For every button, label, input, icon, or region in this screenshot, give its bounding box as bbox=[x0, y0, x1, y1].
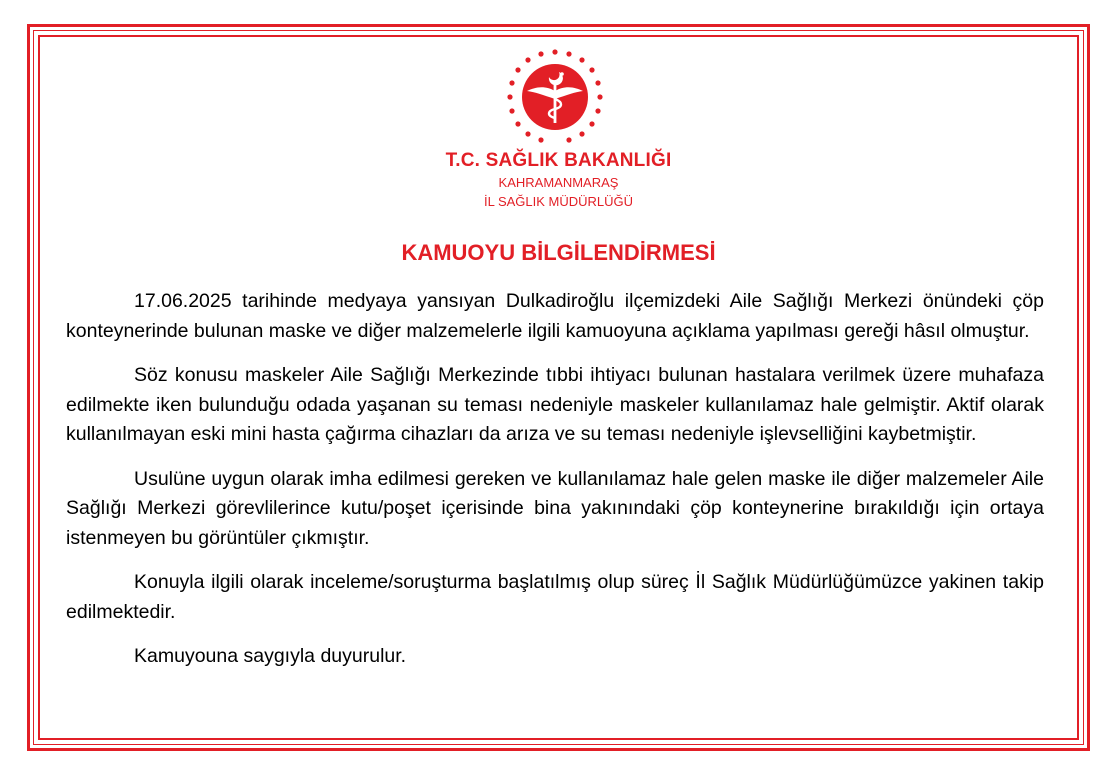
paragraph: Kamuyouna saygıyla duyurulur. bbox=[134, 645, 407, 667]
paragraph: Usulüne uygun olarak imha edilmesi gereken ve kullanılamaz hale gelen maske ile diğer malzemeler Aile Sağlığı Merkezi görevlilerince kutu/poşet içerisinde bina yakınındaki çöp konteynerine bırakıldığı için ortaya istenmeyen bu görüntüler çıkmıştır. bbox=[66, 467, 1044, 549]
paragraph: Söz konusu maskeler Aile Sağlığı Merkezinde tıbbi ihtiyacı bulunan hastalara verilmek üzere muhafaza edilmekte iken bulunduğu odada yaşanan su teması nedeniyle maskeler kullanılamaz hale gelmiştir. Aktif olarak kullanılmayan eski mini hasta çağırma cihazları da arıza ve su teması nedeniyle işlevselliğini kaybetmiştir. bbox=[66, 364, 1044, 445]
document-title: KAMUOYU BİLGİLENDİRMESİ bbox=[401, 240, 716, 265]
organization-city: KAHRAMANMARAŞ bbox=[498, 175, 619, 190]
paragraph: Konuyla ilgili olarak inceleme/soruşturma başlatılmış olup süreç İl Sağlık Müdürlüğümüzce yakinen takip edilmektedir. bbox=[66, 571, 1044, 623]
paragraph: 17.06.2025 tarihinde medyaya yansıyan Dulkadiroğlu ilçemizdeki Aile Sağlığı Merkezi önündeki çöp konteynerinde bulunan maske ve diğer malzemelerle ilgili kamuoyuna açıklama yapılması gereği hâsıl olmuştur. bbox=[66, 290, 1044, 342]
ministry-logo-icon bbox=[505, 47, 605, 147]
organization-department: İL SAĞLIK MÜDÜRLÜĞÜ bbox=[483, 194, 634, 209]
document-body bbox=[66, 287, 1044, 687]
organization-title: T.C. SAĞLIK BAKANLIĞI bbox=[445, 150, 672, 171]
